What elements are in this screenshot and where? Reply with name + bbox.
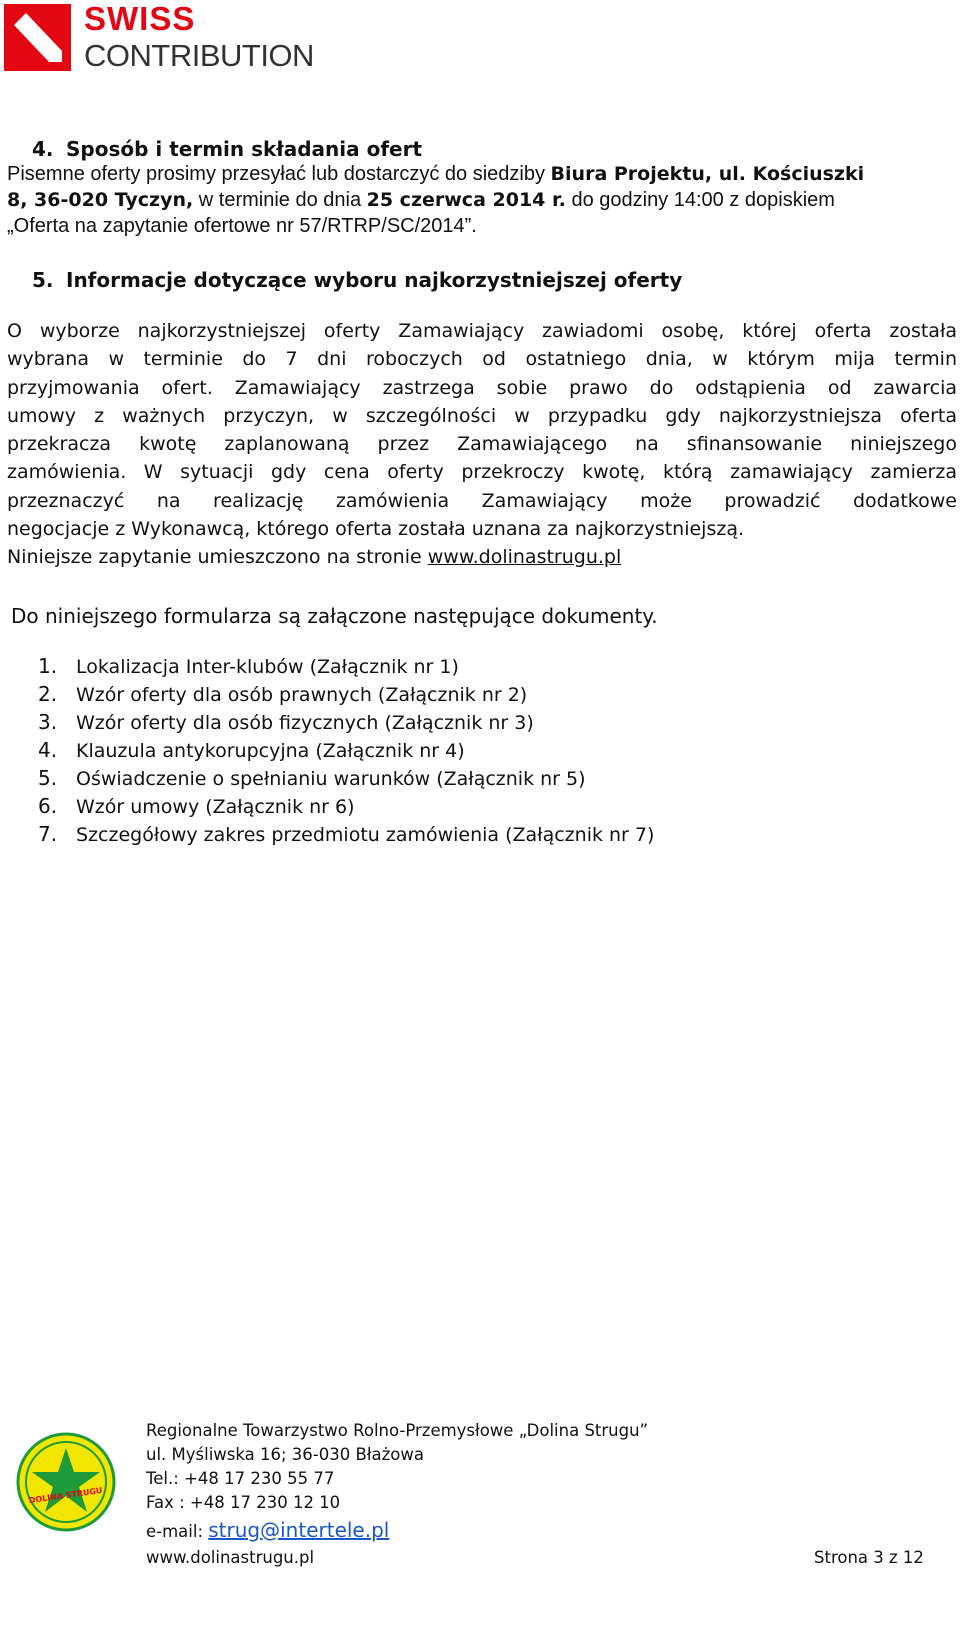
list-item: 1. Lokalizacja Inter-klubów (Załącznik nr 1) [38,654,459,678]
swiss-contribution-logo [4,2,324,74]
section-5-number: 5. [32,268,54,292]
footer-website: www.dolinastrugu.pl [146,1548,315,1567]
logo-swiss-text: SWISS [84,0,196,37]
section-5-line-4: umowy z ważnych przyczyn, w szczególności w przypadku gdy najkorzystniejsza oferta [7,405,957,427]
footer-fax: Fax : +48 17 230 12 10 [146,1493,341,1512]
section-5-title: Informacje dotyczące wyboru najkorzystniejszej oferty [66,268,683,292]
list-item: 5. Oświadczenie o spełnianiu warunków (Załącznik nr 5) [38,766,586,790]
footer-tel: Tel.: +48 17 230 55 77 [146,1469,335,1488]
section-5-website-line: Niniejsze zapytanie umieszczono na stronie www.dolinastrugu.pl [7,546,622,568]
section-5-line-6: zamówienia. W sytuacji gdy cena oferty przekroczy kwotę, którą zamawiający zamierza [7,461,957,483]
list-item: 3. Wzór oferty dla osób fizycznych (Załącznik nr 3) [38,710,534,734]
footer-org: Regionalne Towarzystwo Rolno-Przemysłowe „Dolina Strugu” [146,1421,649,1440]
logo-label: DOLINA STRUGU [28,1485,103,1506]
list-item: 6. Wzór umowy (Załącznik nr 6) [38,794,355,818]
dolina-strugu-logo [16,1432,116,1532]
list-item: 2. Wzór oferty dla osób prawnych (Załącznik nr 2) [38,682,528,706]
section-4-line-1: Pisemne oferty prosimy przesyłać lub dostarczyć do siedziby Biura Projektu, ul. Kościuszki [7,163,865,185]
website-link[interactable]: www.dolinastrugu.pl [427,546,622,568]
attachments-intro: Do niniejszego formularza są załączone następujące dokumenty. [11,604,658,628]
page-number: Strona 3 z 12 [814,1548,924,1567]
section-5-line-8: negocjacje z Wykonawcą, którego oferta została uznana za najkorzystniejszą. [7,518,745,540]
footer-address: ul. Myśliwska 16; 36-030 Błażowa [146,1445,424,1464]
email-link[interactable]: strug@intertele.pl [208,1518,390,1542]
attachments-list [38,654,654,850]
footer-email-line: e-mail: strug@intertele.pl [146,1518,390,1542]
section-5-line-7: przeznaczyć na realizację zamówienia Zamawiający może prowadzić dodatkowe [7,490,957,512]
section-4-line-2: 8, 36-020 Tyczyn, w terminie do dnia 25 czerwca 2014 r. do godziny 14:00 z dopiskiem [7,189,835,211]
list-item: 4. Klauzula antykorupcyjna (Załącznik nr 4) [38,738,465,762]
logo-contribution-text: CONTRIBUTION [84,38,314,73]
section-5-line-2: wybrana w terminie do 7 dni roboczych od ostatniego dnia, w którym mija termin [7,348,957,370]
section-4-line-3: „Oferta na zapytanie ofertowe nr 57/RTRP/SC/2014”. [7,215,477,237]
section-5-line-1: O wyborze najkorzystniejszej oferty Zamawiający zawiadomi osobę, której oferta została [7,320,957,342]
section-4-title: Sposób i termin składania ofert [66,137,423,161]
section-5-line-5: przekracza kwotę zaplanowaną przez Zamawiającego na sfinansowanie niniejszego [7,433,957,455]
section-4-number: 4. [32,137,54,161]
swiss-flag-icon [4,4,71,71]
section-5-line-3: przyjmowania ofert. Zamawiający zastrzega sobie prawo do odstąpienia od zawarcia [7,377,957,399]
list-item: 7. Szczegółowy zakres przedmiotu zamówienia (Załącznik nr 7) [38,822,655,846]
